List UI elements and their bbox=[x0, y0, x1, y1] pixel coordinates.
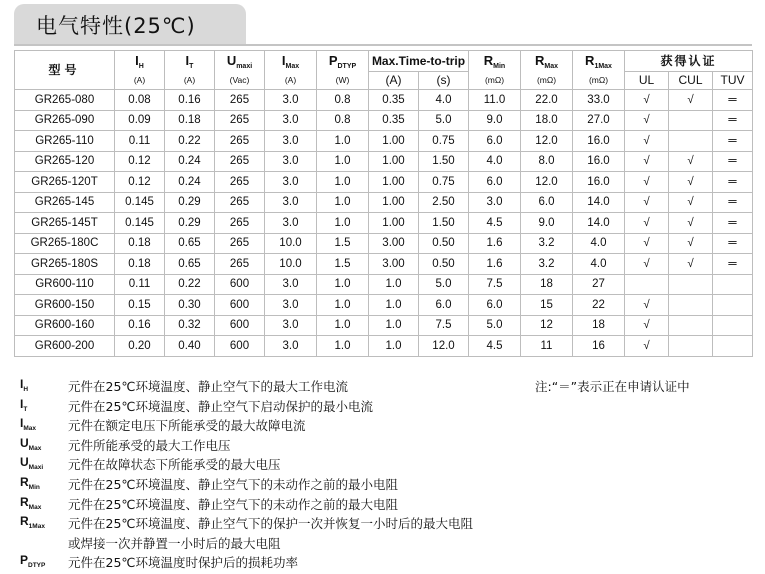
table-cell: 5.0 bbox=[469, 315, 521, 336]
table-cell: 0.30 bbox=[165, 295, 215, 316]
table-cell: 0.22 bbox=[165, 131, 215, 152]
table-cell: ═ bbox=[713, 110, 753, 131]
table-cell: ═ bbox=[713, 254, 753, 275]
col-header-tuv: TUV bbox=[713, 72, 753, 90]
table-cell: 600 bbox=[215, 295, 265, 316]
table-cell: 1.0 bbox=[317, 151, 369, 172]
table-cell: √ bbox=[625, 151, 669, 172]
table-cell: 18 bbox=[521, 274, 573, 295]
table-cell: 14.0 bbox=[573, 213, 625, 234]
table-cell: 3.0 bbox=[265, 110, 317, 131]
table-cell: 11 bbox=[521, 336, 573, 357]
table-cell: 6.0 bbox=[419, 295, 469, 316]
table-row bbox=[15, 172, 753, 193]
section-title-tab bbox=[14, 4, 246, 44]
table-cell: 0.15 bbox=[115, 295, 165, 316]
table-cell: 1.0 bbox=[317, 192, 369, 213]
table-cell: 3.0 bbox=[265, 192, 317, 213]
legend-symbol: $I_{Max}$ bbox=[20, 416, 36, 433]
col-header-rmin: $R_{Min}$ (mΩ) bbox=[469, 51, 521, 90]
table-cell bbox=[713, 315, 753, 336]
col-header-model: 型号 bbox=[15, 51, 115, 90]
table-cell bbox=[669, 295, 713, 316]
table-cell: 265 bbox=[215, 213, 265, 234]
table-cell: √ bbox=[625, 131, 669, 152]
table-cell: 3.00 bbox=[369, 254, 419, 275]
table-cell: 265 bbox=[215, 233, 265, 254]
table-cell: 12.0 bbox=[521, 131, 573, 152]
table-cell: 18.0 bbox=[521, 110, 573, 131]
table-cell: 0.145 bbox=[115, 192, 165, 213]
table-cell: 265 bbox=[215, 151, 265, 172]
table-cell: √ bbox=[669, 172, 713, 193]
table-cell bbox=[669, 110, 713, 131]
legend-description: 或焊接一次并静置一小时后的最大电阻 bbox=[68, 535, 281, 551]
table-cell: 0.35 bbox=[369, 90, 419, 111]
table-cell: 265 bbox=[215, 172, 265, 193]
table-cell: 3.0 bbox=[265, 131, 317, 152]
table-cell: 3.0 bbox=[265, 336, 317, 357]
table-cell: 0.24 bbox=[165, 172, 215, 193]
certification-note: 注:“＝”表示正在申请认证中 bbox=[535, 379, 690, 394]
table-cell: 3.0 bbox=[469, 192, 521, 213]
table-cell bbox=[669, 274, 713, 295]
table-cell: √ bbox=[669, 233, 713, 254]
table-row bbox=[15, 131, 753, 152]
col-header-it: $I_T$ (A) bbox=[165, 51, 215, 90]
table-cell: 1.0 bbox=[369, 315, 419, 336]
table-cell: 3.0 bbox=[265, 151, 317, 172]
table-cell: 0.29 bbox=[165, 213, 215, 234]
table-cell: 0.24 bbox=[165, 151, 215, 172]
table-cell: 6.0 bbox=[469, 295, 521, 316]
model-cell: GR265-180S bbox=[15, 254, 115, 275]
table-cell: 18 bbox=[573, 315, 625, 336]
table-cell: 6.0 bbox=[521, 192, 573, 213]
table-cell: 27 bbox=[573, 274, 625, 295]
table-cell: 1.0 bbox=[317, 172, 369, 193]
table-cell: 4.5 bbox=[469, 213, 521, 234]
model-cell: GR600-200 bbox=[15, 336, 115, 357]
table-cell: 6.0 bbox=[469, 131, 521, 152]
table-cell: 8.0 bbox=[521, 151, 573, 172]
model-cell: GR265-090 bbox=[15, 110, 115, 131]
col-header-r1max: $R_{1Max}$ (mΩ) bbox=[573, 51, 625, 90]
section-title: 电气特性(25℃) bbox=[36, 14, 196, 38]
table-cell bbox=[713, 274, 753, 295]
table-cell: 16.0 bbox=[573, 131, 625, 152]
table-cell: 0.8 bbox=[317, 90, 369, 111]
model-cell: GR265-120 bbox=[15, 151, 115, 172]
table-cell: 600 bbox=[215, 274, 265, 295]
table-cell: √ bbox=[669, 90, 713, 111]
table-cell: 600 bbox=[215, 336, 265, 357]
table-cell: 12 bbox=[521, 315, 573, 336]
table-row bbox=[15, 336, 753, 357]
table-cell: 12.0 bbox=[521, 172, 573, 193]
table-cell: 7.5 bbox=[419, 315, 469, 336]
table-cell: 3.0 bbox=[265, 274, 317, 295]
table-cell: 5.0 bbox=[419, 274, 469, 295]
table-row bbox=[15, 254, 753, 275]
model-cell: GR265-080 bbox=[15, 90, 115, 111]
legend-description: 元件在故障状态下所能承受的最大电压 bbox=[68, 457, 281, 473]
table-cell: ═ bbox=[713, 172, 753, 193]
table-row bbox=[15, 151, 753, 172]
table-cell: 3.2 bbox=[521, 233, 573, 254]
table-cell: 0.40 bbox=[165, 336, 215, 357]
table-cell: √ bbox=[625, 295, 669, 316]
table-cell: 0.16 bbox=[165, 90, 215, 111]
table-cell: 3.0 bbox=[265, 315, 317, 336]
table-cell: 4.0 bbox=[573, 233, 625, 254]
model-cell: GR265-110 bbox=[15, 131, 115, 152]
table-cell: 0.12 bbox=[115, 151, 165, 172]
table-cell: √ bbox=[625, 110, 669, 131]
table-cell: 0.12 bbox=[115, 172, 165, 193]
table-cell: 12.0 bbox=[419, 336, 469, 357]
table-cell: 0.8 bbox=[317, 110, 369, 131]
table-cell: 3.00 bbox=[369, 233, 419, 254]
legend-symbol: $R_{1Max}$ bbox=[20, 514, 45, 531]
table-cell bbox=[669, 336, 713, 357]
table-cell: √ bbox=[625, 233, 669, 254]
table-cell: 0.50 bbox=[419, 233, 469, 254]
table-cell: 9.0 bbox=[469, 110, 521, 131]
table-cell: 4.0 bbox=[469, 151, 521, 172]
table-row bbox=[15, 192, 753, 213]
table-row bbox=[15, 315, 753, 336]
table-cell: 10.0 bbox=[265, 233, 317, 254]
table-cell: 10.0 bbox=[265, 254, 317, 275]
table-cell: √ bbox=[669, 213, 713, 234]
table-cell: 0.29 bbox=[165, 192, 215, 213]
model-cell: GR600-160 bbox=[15, 315, 115, 336]
table-cell: 3.0 bbox=[265, 295, 317, 316]
legend-description: 元件在25℃环境温度、静止空气下的未动作之前的最小电阻 bbox=[68, 477, 398, 492]
electrical-characteristics-table bbox=[14, 50, 753, 357]
col-header-max-time-to-trip: Max.Time-to-trip bbox=[369, 51, 469, 72]
table-cell: 0.50 bbox=[419, 254, 469, 275]
table-cell: 0.145 bbox=[115, 213, 165, 234]
table-row bbox=[15, 110, 753, 131]
model-cell: GR265-120T bbox=[15, 172, 115, 193]
legend-symbol: $R_{Min}$ bbox=[20, 475, 40, 491]
table-cell: 1.5 bbox=[317, 254, 369, 275]
table-cell: 7.5 bbox=[469, 274, 521, 295]
legend-description: 元件在25℃环境温度、静止空气下启动保护的最小电流 bbox=[68, 398, 373, 414]
table-cell: 1.00 bbox=[369, 151, 419, 172]
legend-description: 元件在25℃环境温度、静止空气下的未动作之前的最大电阻 bbox=[68, 496, 398, 512]
legend-symbol: $U_{Maxi}$ bbox=[20, 455, 44, 472]
table-cell: √ bbox=[625, 192, 669, 213]
title-divider bbox=[14, 44, 752, 46]
table-cell: 1.00 bbox=[369, 131, 419, 152]
table-cell: 0.18 bbox=[115, 233, 165, 254]
table-cell: 2.50 bbox=[419, 192, 469, 213]
table-cell: 0.08 bbox=[115, 90, 165, 111]
table-cell: 4.0 bbox=[419, 90, 469, 111]
table-cell: √ bbox=[625, 336, 669, 357]
table-cell: 16.0 bbox=[573, 172, 625, 193]
table-cell: √ bbox=[669, 192, 713, 213]
table-body bbox=[15, 90, 753, 357]
model-cell: GR265-145 bbox=[15, 192, 115, 213]
table-cell bbox=[669, 131, 713, 152]
table-cell: 4.5 bbox=[469, 336, 521, 357]
table-cell: 0.32 bbox=[165, 315, 215, 336]
legend-symbol: $I_H$ bbox=[20, 377, 29, 393]
model-cell: GR600-150 bbox=[15, 295, 115, 316]
legend-symbol: $U_{Max}$ bbox=[20, 435, 42, 452]
table-cell: 1.0 bbox=[369, 274, 419, 295]
table-cell: √ bbox=[625, 315, 669, 336]
table-cell: 0.16 bbox=[115, 315, 165, 336]
table-cell: 5.0 bbox=[419, 110, 469, 131]
table-cell: 0.18 bbox=[165, 110, 215, 131]
table-cell: 1.0 bbox=[369, 336, 419, 357]
table-cell: 6.0 bbox=[469, 172, 521, 193]
table-row bbox=[15, 213, 753, 234]
table-cell: 0.75 bbox=[419, 172, 469, 193]
legend-description: 元件在额定电压下所能承受的最大故障电流 bbox=[68, 418, 306, 434]
table-row bbox=[15, 295, 753, 316]
table-cell: 1.0 bbox=[317, 274, 369, 295]
table-cell: 1.6 bbox=[469, 254, 521, 275]
table-cell: 16 bbox=[573, 336, 625, 357]
model-cell: GR265-145T bbox=[15, 213, 115, 234]
table-cell bbox=[625, 274, 669, 295]
table-cell: 11.0 bbox=[469, 90, 521, 111]
table-cell: 265 bbox=[215, 90, 265, 111]
table-cell: 4.0 bbox=[573, 254, 625, 275]
table-cell: ═ bbox=[713, 213, 753, 234]
model-cell: GR265-180C bbox=[15, 233, 115, 254]
table-cell: √ bbox=[625, 254, 669, 275]
table-cell: 1.0 bbox=[317, 295, 369, 316]
table-cell: 265 bbox=[215, 192, 265, 213]
table-cell: 0.65 bbox=[165, 233, 215, 254]
table-cell: 265 bbox=[215, 254, 265, 275]
table-cell: 1.5 bbox=[317, 233, 369, 254]
table-cell: 15 bbox=[521, 295, 573, 316]
table-cell: 0.18 bbox=[115, 254, 165, 275]
table-cell: 33.0 bbox=[573, 90, 625, 111]
legend-description: 元件在25℃环境温度、静止空气下的最大工作电流 bbox=[68, 379, 348, 394]
col-header-imax: $I_{Max}$ (A) bbox=[265, 51, 317, 90]
table-cell: 265 bbox=[215, 110, 265, 131]
table-cell: 0.22 bbox=[165, 274, 215, 295]
legend-description: 元件所能承受的最大工作电压 bbox=[68, 437, 231, 453]
col-header-certification: 获得认证 bbox=[625, 51, 753, 72]
table-cell: 600 bbox=[215, 315, 265, 336]
table-cell: √ bbox=[625, 213, 669, 234]
table-row bbox=[15, 233, 753, 254]
table-cell: 0.11 bbox=[115, 274, 165, 295]
table-cell: 1.0 bbox=[317, 336, 369, 357]
table-cell: √ bbox=[625, 172, 669, 193]
col-header-pdtyp: $P_{DTYP}$ (W) bbox=[317, 51, 369, 90]
table-cell: ═ bbox=[713, 151, 753, 172]
table-cell: 1.0 bbox=[317, 131, 369, 152]
col-header-cul: CUL bbox=[669, 72, 713, 90]
table-cell: 0.65 bbox=[165, 254, 215, 275]
table-cell: 1.00 bbox=[369, 172, 419, 193]
table-cell: 3.2 bbox=[521, 254, 573, 275]
col-header-trip-current: (A) bbox=[369, 72, 419, 90]
table-cell: √ bbox=[669, 254, 713, 275]
table-cell: 1.00 bbox=[369, 192, 419, 213]
table-cell: 265 bbox=[215, 131, 265, 152]
table-cell bbox=[713, 336, 753, 357]
table-cell: 22.0 bbox=[521, 90, 573, 111]
table-cell: 22 bbox=[573, 295, 625, 316]
table-cell: 9.0 bbox=[521, 213, 573, 234]
table-cell: 16.0 bbox=[573, 151, 625, 172]
table-cell: 0.35 bbox=[369, 110, 419, 131]
legend-symbol: $I_T$ bbox=[20, 396, 28, 413]
model-cell: GR600-110 bbox=[15, 274, 115, 295]
table-cell: 0.20 bbox=[115, 336, 165, 357]
table-row bbox=[15, 274, 753, 295]
table-cell: 0.09 bbox=[115, 110, 165, 131]
legend-description: 元件在25℃环境温度时保护后的损耗功率 bbox=[68, 555, 298, 571]
table-cell: √ bbox=[625, 90, 669, 111]
table-cell: 3.0 bbox=[265, 90, 317, 111]
table-cell: ═ bbox=[713, 233, 753, 254]
table-cell: 0.75 bbox=[419, 131, 469, 152]
table-cell: 1.0 bbox=[317, 315, 369, 336]
col-header-ih: $I_H$ (A) bbox=[115, 51, 165, 90]
col-header-rmax: $R_{Max}$ (mΩ) bbox=[521, 51, 573, 90]
table-cell: 1.50 bbox=[419, 151, 469, 172]
col-header-umaxi: $U_{maxi}$ (Vac) bbox=[215, 51, 265, 90]
table-cell: 1.0 bbox=[317, 213, 369, 234]
table-cell: 0.11 bbox=[115, 131, 165, 152]
col-header-trip-time: (s) bbox=[419, 72, 469, 90]
table-cell: √ bbox=[669, 151, 713, 172]
table-cell: 3.0 bbox=[265, 213, 317, 234]
table-cell: ═ bbox=[713, 90, 753, 111]
table-cell: 27.0 bbox=[573, 110, 625, 131]
table-cell: 1.50 bbox=[419, 213, 469, 234]
legend-description: 元件在25℃环境温度、静止空气下的保护一次并恢复一小时后的最大电阻 bbox=[68, 516, 473, 532]
table-cell: ═ bbox=[713, 131, 753, 152]
table-cell: ═ bbox=[713, 192, 753, 213]
table-cell: 1.0 bbox=[369, 295, 419, 316]
col-header-ul: UL bbox=[625, 72, 669, 90]
legend-symbol: $R_{Max}$ bbox=[20, 494, 42, 511]
table-row bbox=[15, 90, 753, 111]
table-cell: 1.00 bbox=[369, 213, 419, 234]
table-cell bbox=[713, 295, 753, 316]
table-cell: 1.6 bbox=[469, 233, 521, 254]
table-cell: 14.0 bbox=[573, 192, 625, 213]
legend-symbol: $P_{DTYP}$ bbox=[20, 553, 46, 570]
table-cell: 3.0 bbox=[265, 172, 317, 193]
table-cell bbox=[669, 315, 713, 336]
